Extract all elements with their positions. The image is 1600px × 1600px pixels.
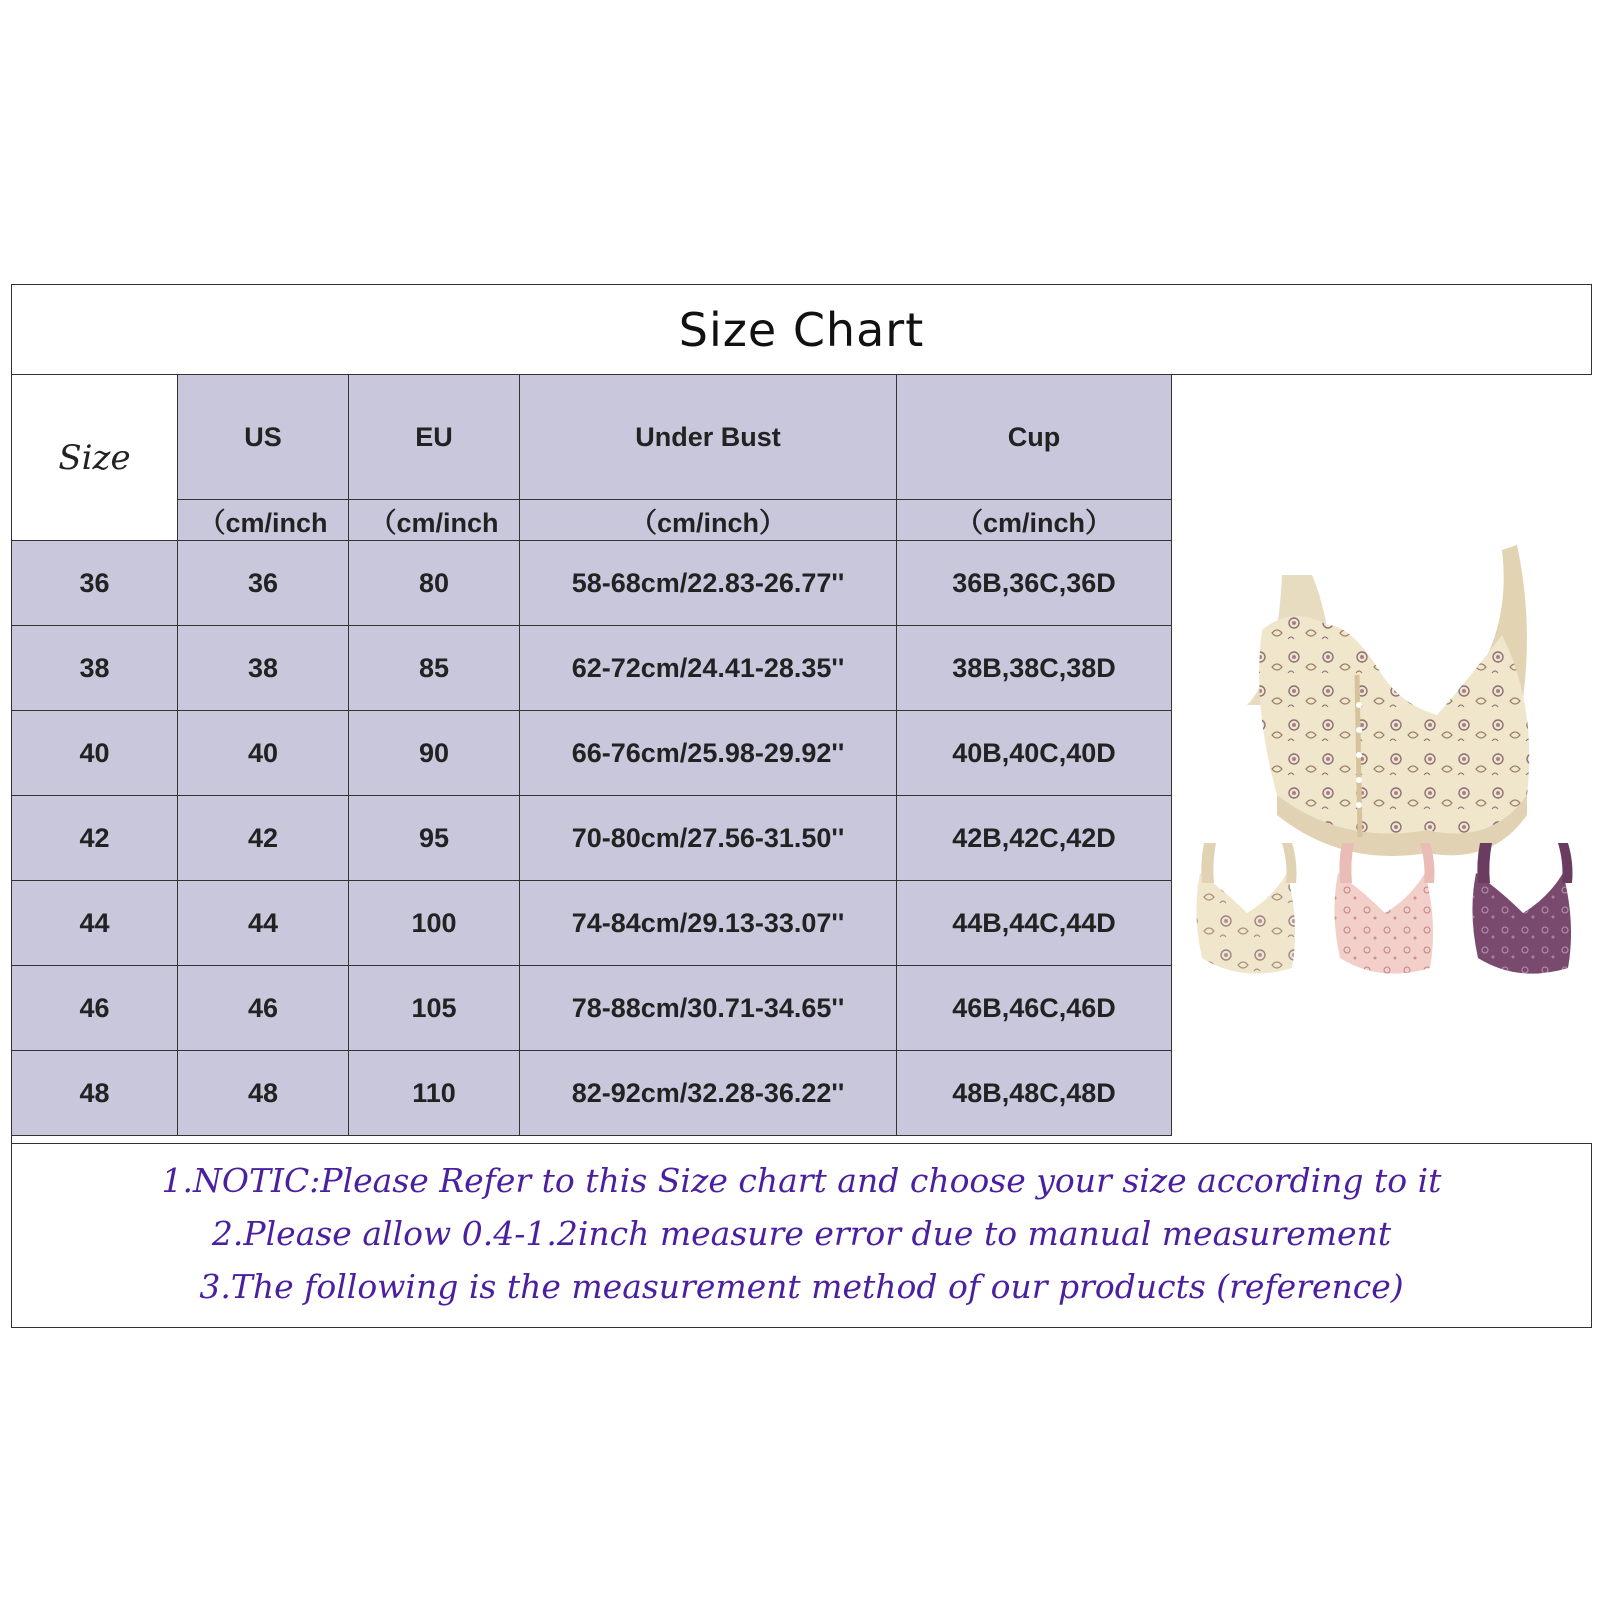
us-cell: 46 xyxy=(178,966,349,1051)
table-row xyxy=(12,626,1172,711)
size-cell: 36 xyxy=(12,541,178,626)
product-photo xyxy=(1182,375,1592,1143)
table-row xyxy=(12,541,1172,626)
eu-cell: 105 xyxy=(349,966,520,1051)
notes-section xyxy=(12,1143,1591,1329)
size-cell: 42 xyxy=(12,796,178,881)
size-column-header: Size xyxy=(12,375,178,541)
cup-unit-label: （cm/inch） xyxy=(897,500,1172,541)
variant-pink-bra xyxy=(1334,843,1434,974)
under-bust-column-header: Under Bust xyxy=(520,375,897,500)
under-bust-cell: 74-84cm/29.13-33.07'' xyxy=(520,881,897,966)
eu-unit-label: （cm/inch xyxy=(349,500,520,541)
us-cell: 44 xyxy=(178,881,349,966)
note-line: 2.Please allow 0.4-1.2inch measure error due to manual measurement xyxy=(211,1214,1392,1253)
cup-cell: 42B,42C,42D xyxy=(897,796,1172,881)
size-chart-frame xyxy=(11,284,1592,1328)
under-bust-cell: 82-92cm/32.28-36.22'' xyxy=(520,1051,897,1136)
size-cell: 44 xyxy=(12,881,178,966)
bra-illustration xyxy=(1182,375,1592,1143)
us-column-header: US xyxy=(178,375,349,500)
size-chart-title: Size Chart xyxy=(12,285,1591,375)
cup-cell: 48B,48C,48D xyxy=(897,1051,1172,1136)
under-bust-cell: 58-68cm/22.83-26.77'' xyxy=(520,541,897,626)
under-bust-unit-label: （cm/inch） xyxy=(520,500,897,541)
table-row xyxy=(12,966,1172,1051)
us-cell: 48 xyxy=(178,1051,349,1136)
under-bust-cell: 62-72cm/24.41-28.35'' xyxy=(520,626,897,711)
eu-cell: 95 xyxy=(349,796,520,881)
us-unit-label: （cm/inch xyxy=(178,500,349,541)
variant-purple-bra xyxy=(1472,843,1572,974)
size-cell: 46 xyxy=(12,966,178,1051)
table-row xyxy=(12,711,1172,796)
eu-cell: 85 xyxy=(349,626,520,711)
eu-column-header: EU xyxy=(349,375,520,500)
note-line: 1.NOTIC:Please Refer to this Size chart and choose your size according to it xyxy=(161,1161,1442,1200)
cup-column-header: Cup xyxy=(897,375,1172,500)
under-bust-cell: 70-80cm/27.56-31.50'' xyxy=(520,796,897,881)
cup-cell: 36B,36C,36D xyxy=(897,541,1172,626)
us-cell: 36 xyxy=(178,541,349,626)
under-bust-cell: 78-88cm/30.71-34.65'' xyxy=(520,966,897,1051)
us-cell: 42 xyxy=(178,796,349,881)
note-line: 3.The following is the measurement method of our products (reference) xyxy=(199,1267,1404,1306)
size-table xyxy=(11,374,1172,1136)
cup-cell: 46B,46C,46D xyxy=(897,966,1172,1051)
variant-beige-bra xyxy=(1196,843,1296,974)
table-row xyxy=(12,1051,1172,1136)
eu-cell: 90 xyxy=(349,711,520,796)
eu-cell: 80 xyxy=(349,541,520,626)
main-bra-image xyxy=(1247,545,1529,856)
cup-cell: 40B,40C,40D xyxy=(897,711,1172,796)
size-cell: 38 xyxy=(12,626,178,711)
table-row xyxy=(12,796,1172,881)
eu-cell: 110 xyxy=(349,1051,520,1136)
under-bust-cell: 66-76cm/25.98-29.92'' xyxy=(520,711,897,796)
size-cell: 40 xyxy=(12,711,178,796)
size-cell: 48 xyxy=(12,1051,178,1136)
eu-cell: 100 xyxy=(349,881,520,966)
table-row xyxy=(12,881,1172,966)
cup-cell: 44B,44C,44D xyxy=(897,881,1172,966)
cup-cell: 38B,38C,38D xyxy=(897,626,1172,711)
us-cell: 40 xyxy=(178,711,349,796)
us-cell: 38 xyxy=(178,626,349,711)
